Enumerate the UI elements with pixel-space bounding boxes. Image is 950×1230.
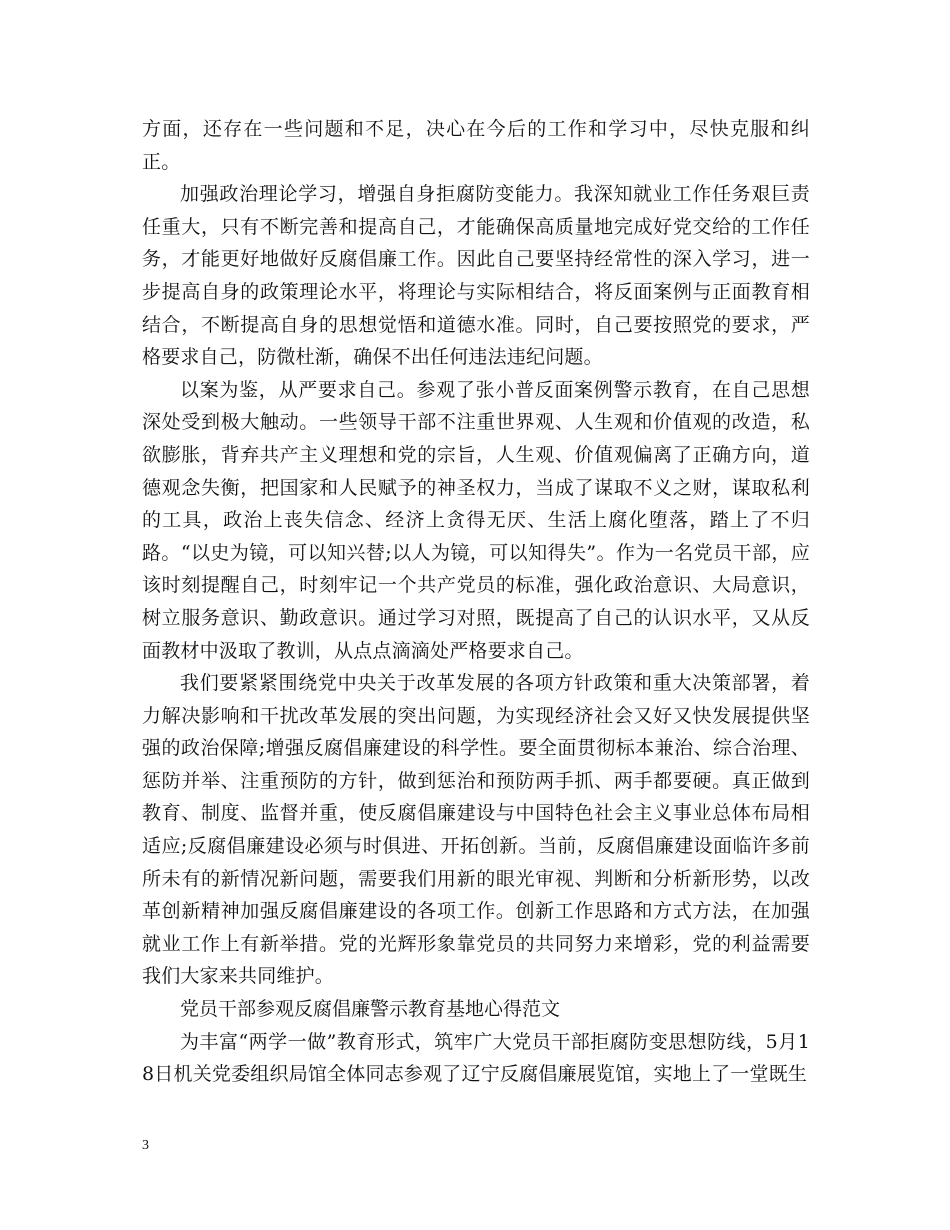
paragraph-continuation: 方面，还存在一些问题和不足，决心在今后的工作和学习中，尽快克服和纠正。: [142, 118, 810, 173]
paragraph-case-lesson: 以案为鉴，从严要求自己。参观了张小普反面案例警示教育，在自己思想深处受到极大触动。一些领导干部不注重世界观、人生观和价值观的改造，私欲膨胀，背弃共产主义理想和党的宗旨，人生观、价值观偏离了正确方向，道德观念失衡，把国家和人民赋予的神圣权力，当成了谋取不义之财，谋取私利的工具，政治上丧失信念、经济上贪得无厌、生活上腐化堕落，踏上了不归路。“以史为镜，可以知兴替;以人为镜，可以知得失”。作为一名党员干部，应该时刻提醒自己，时刻牢记一个共产党员的标准，强化政治意识、大局意识，树立服务意识、勤政意识。通过学习对照，既提高了自己的认识水平，又从反面教材中汲取了教训，从点点滴滴处严格要求自己。: [142, 378, 810, 662]
paragraph-political-study: 加强政治理论学习，增强自身拒腐防变能力。我深知就业工作任务艰巨责任重大，只有不断完善和提高自己，才能确保高质量地完成好党交给的工作任务，才能更好地做好反腐倡廉工作。因此自己要坚持经常性的深入学习，进一步提高自身的政策理论水平，将理论与实际相结合，将反面案例与正面教育相结合，不断提高自身的思想觉悟和道德水准。同时，自己要按照党的要求，严格要求自己，防微杜渐，确保不出任何违法违纪问题。: [142, 183, 810, 369]
section-heading: 党员干部参观反腐倡廉警示教育基地心得范文: [180, 998, 561, 1021]
page-number: 3: [142, 1138, 149, 1153]
paragraph-reform-development: 我们要紧紧围绕党中央关于改革发展的各项方针政策和重大决策部署，着力解决影响和干扰改革发展的突出问题，为实现经济社会又好又快发展提供坚强的政治保障;增强反腐倡廉建设的科学性。要全面贯彻标本兼治、综合治理、惩防并举、注重预防的方针，做到惩治和预防两手抓、两手都要硬。真正做到教育、制度、监督并重，使反腐倡廉建设与中国特色社会主义事业总体布局相适应;反腐倡廉建设必须与时俱进、开拓创新。当前，反腐倡廉建设面临许多前所未有的新情况新问题，需要我们用新的眼光审视、判断和分析新形势，以改革创新精神加强反腐倡廉建设的各项工作。创新工作思路和方式方法，在加强就业工作上有新举措。党的光辉形象靠党员的共同努力来增彩，党的利益需要我们大家来共同维护。: [142, 672, 810, 988]
paragraph-visit-intro: 为丰富“两学一做”教育形式，筑牢广大党员干部拒腐防变思想防线，5月18日机关党委组织局馆全体同志参观了辽宁反腐倡廉展览馆，实地上了一堂既生: [142, 1030, 810, 1086]
document-body: [142, 113, 810, 1091]
